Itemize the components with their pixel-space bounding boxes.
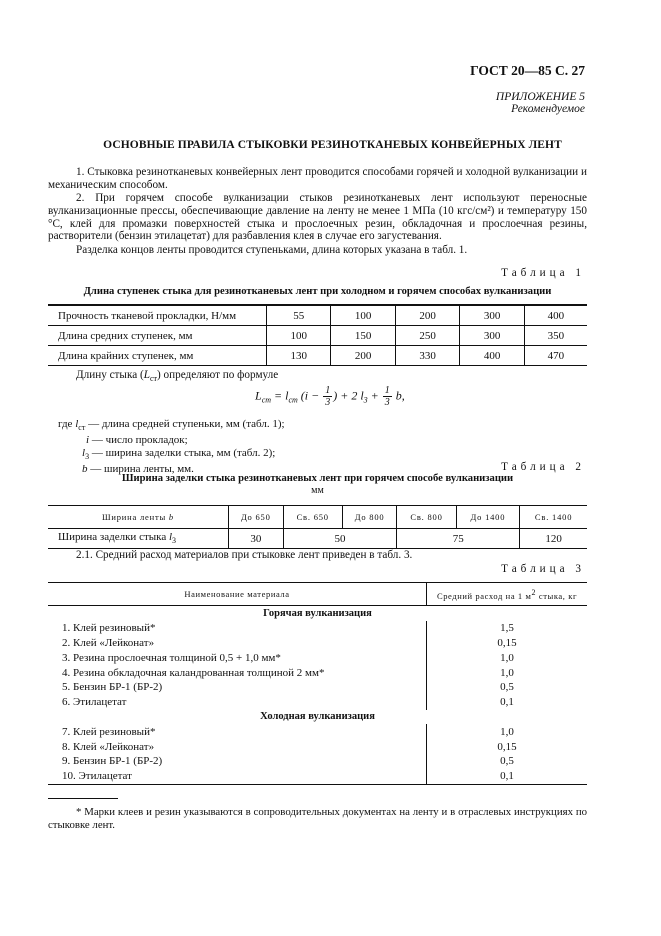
paragraph-2: 2. При горячем способе вулканизации стыков резинотканевых лент используют переносные вулканизационные прессы, обеспечивающие давление на ленту не менее 1 МПа (10 кгс/см²) и температуру 150 °С, клей для промазки поверхностей стыка и прослоечных резин, обкладочная и прослоечная резины, растворители (бензин этилацетат) для разбавления клея в случае его загустевания. xyxy=(48,192,587,243)
table-2 xyxy=(48,505,587,549)
table2-header-label xyxy=(48,506,229,529)
table3-row xyxy=(48,739,587,754)
formula-plus: + xyxy=(367,388,382,403)
formula-l: l xyxy=(285,388,289,403)
paragraph-1: 1. Стыковка резинотканевых конвейерных лент проводится способами горячей и холодной вулканизации и механическим способом. xyxy=(48,166,587,191)
table3-header-name: Наименование материала xyxy=(48,583,427,606)
table1-value-cell: 55 xyxy=(267,305,331,326)
page-header: ГОСТ 20—85 С. 27 xyxy=(470,63,585,78)
table1-value-cell: 200 xyxy=(395,305,459,326)
table1-value-cell: 130 xyxy=(267,346,331,366)
table2-row-label xyxy=(48,529,229,549)
table3-section-title: Горячая вулканизация xyxy=(263,607,372,619)
table2-header-label-text: Ширина ленты xyxy=(102,512,169,522)
formula-l-sub: ст xyxy=(288,395,298,405)
paragraph-3: Разделка концов ленты проводится ступеньками, длина которых указана в табл. 1. xyxy=(76,244,468,256)
table2-value-cell: 30 xyxy=(229,529,284,549)
formula-legend xyxy=(58,418,285,476)
paragraph-2-1: 2.1. Средний расход материалов при стыковке лент приведен в табл. 3. xyxy=(76,549,413,561)
table1-row-label: Длина средних ступенек, мм xyxy=(48,326,267,346)
table3-section-row xyxy=(48,710,587,725)
table3-section-title: Холодная вулканизация xyxy=(260,711,375,723)
formula-intro-sub: ст xyxy=(149,374,157,384)
table2-title: Ширина заделки стыка резинотканевых лент при горячем способе вулканизации xyxy=(121,473,514,484)
table3-material-name: 5. Бензин БР-1 (БР-2) xyxy=(62,681,163,694)
legend-line-1 xyxy=(58,418,285,434)
table1-value-cell: 150 xyxy=(331,326,395,346)
legend-text-1: — длина средней ступеньки, мм (табл. 1); xyxy=(85,418,285,430)
table3-section-row xyxy=(48,606,587,621)
table3-material-value: 0,1 xyxy=(427,695,588,710)
table2-value-cell: 120 xyxy=(520,529,587,549)
table3-row xyxy=(48,665,587,680)
table3-header-value-sup: 2 xyxy=(531,587,537,597)
table3-material-name: 1. Клей резиновый* xyxy=(62,622,156,635)
table3-material-name: 3. Резина прослоечная толщиной 0,5 + 1,0 мм* xyxy=(62,651,281,664)
formula-mid-sub: 3 xyxy=(363,395,368,405)
table2-header-cell: Св. 800 xyxy=(397,506,456,529)
formula xyxy=(255,385,405,419)
table1-value-cell: 100 xyxy=(267,326,331,346)
table-1 xyxy=(48,304,587,366)
table3-row xyxy=(48,769,587,784)
table2-header-var: b xyxy=(168,512,174,522)
fraction-1-den: 3 xyxy=(325,397,331,408)
table2-row-var: l xyxy=(168,531,173,544)
legend-text-3: — ширина заделки стыка, мм (табл. 2); xyxy=(89,446,276,459)
table3-material-name: 6. Этилацетат xyxy=(62,696,127,709)
table3-row xyxy=(48,724,587,739)
table2-header-cell: До 650 xyxy=(229,506,284,529)
table3-row xyxy=(48,650,587,665)
fraction-1 xyxy=(323,385,332,408)
legend-line-2 xyxy=(58,434,285,446)
table3-row xyxy=(48,754,587,769)
formula-intro-var: L xyxy=(143,369,150,381)
table3-material-value: 0,15 xyxy=(427,739,588,754)
legend-text-4: — ширина ленты, мм. xyxy=(87,463,194,476)
table3-caption: Таблица 3 xyxy=(501,563,585,575)
table1-title: Длина ступенек стыка для резинотканевых лент при холодном и горячем способах вулканизации xyxy=(83,286,552,297)
table1-value-cell: 200 xyxy=(331,346,395,366)
table3-row xyxy=(48,621,587,636)
table3-material-name: 10. Этилацетат xyxy=(62,770,132,783)
table1-value-cell: 250 xyxy=(395,326,459,346)
formula-lhs: L xyxy=(255,388,262,403)
legend-var-3: l xyxy=(82,446,86,459)
fraction-2 xyxy=(383,385,392,408)
table1-value-cell: 350 xyxy=(524,326,587,346)
table1-value-cell: 100 xyxy=(331,305,395,326)
table1-row xyxy=(48,346,587,366)
table1-value-cell: 300 xyxy=(460,305,524,326)
table3-material-value: 0,1 xyxy=(427,769,588,784)
formula-eq: = xyxy=(271,388,286,403)
table3-material-name: 8. Клей «Лейконат» xyxy=(62,740,155,753)
table3-material-name: 9. Бензин БР-1 (БР-2) xyxy=(62,755,163,768)
table3-row xyxy=(48,680,587,695)
formula-intro-text: Длину стыка ( xyxy=(76,369,144,381)
table2-value-cell: 75 xyxy=(397,529,520,549)
table3-material-value: 1,5 xyxy=(427,621,588,636)
legend-where: где xyxy=(58,418,76,430)
table1-row xyxy=(48,326,587,346)
table1-value-cell: 470 xyxy=(524,346,587,366)
legend-text-2: — число прокладок; xyxy=(89,434,188,447)
table3-material-value: 0,5 xyxy=(427,680,588,695)
table2-value-cell: 50 xyxy=(283,529,397,549)
table1-value-cell: 400 xyxy=(460,346,524,366)
table2-unit: мм xyxy=(311,485,324,496)
legend-sub-3: 3 xyxy=(85,451,90,461)
table2-row-sub: 3 xyxy=(172,536,177,546)
table1-row-label: Прочность тканевой прокладки, Н/мм xyxy=(58,309,237,322)
table2-header-row xyxy=(48,506,587,529)
footnote-rule xyxy=(48,798,118,799)
table2-header-cell: До 1400 xyxy=(456,506,520,529)
formula-intro-tail: ) определяют по формуле xyxy=(157,369,279,381)
formula-intro xyxy=(76,369,278,383)
document-title: ОСНОВНЫЕ ПРАВИЛА СТЫКОВКИ РЕЗИНОТКАНЕВЫХ КОНВЕЙЕРНЫХ ЛЕНТ xyxy=(103,139,562,151)
appendix-status: Рекомендуемое xyxy=(511,103,585,115)
formula-end: b, xyxy=(392,388,405,403)
table2-header-cell: До 800 xyxy=(342,506,397,529)
fraction-2-num: 1 xyxy=(384,385,390,396)
fraction-2-den: 3 xyxy=(384,397,390,408)
table2-header-cell: Св. 650 xyxy=(283,506,342,529)
fraction-1-num: 1 xyxy=(325,385,331,396)
table2-header-cell: Св. 1400 xyxy=(520,506,587,529)
table1-value-cell: 400 xyxy=(524,305,587,326)
appendix-number: ПРИЛОЖЕНИЕ 5 xyxy=(495,91,585,103)
table3-material-name: 4. Резина обкладочная каландрованная толщиной 2 мм* xyxy=(62,666,325,679)
appendix-label xyxy=(496,91,585,115)
table2-caption: Таблица 2 xyxy=(501,461,585,473)
legend-var-2: i xyxy=(86,434,90,447)
table3-material-value: 1,0 xyxy=(427,724,588,739)
formula-open: (i − xyxy=(297,388,323,403)
table3-row xyxy=(48,695,587,710)
formula-mid: ) + 2 l xyxy=(333,388,364,403)
footnote: * Марки клеев и резин указываются в сопроводительных документах на ленту и в отраслевых инструкциях по стыковке лент. xyxy=(48,806,587,831)
table3-material-value: 0,15 xyxy=(427,636,588,651)
table3-header-value-tail: стыка, кг xyxy=(536,590,578,601)
table3-material-value: 1,0 xyxy=(427,665,588,680)
table3-material-name: 7. Клей резиновый* xyxy=(62,725,156,738)
table1-caption: Таблица 1 xyxy=(501,267,585,279)
legend-var-1: l xyxy=(75,418,79,430)
table3-header-row xyxy=(48,583,587,606)
table3-header-value xyxy=(427,583,588,606)
table1-value-cell: 330 xyxy=(395,346,459,366)
table3-row xyxy=(48,636,587,651)
table1-value-cell: 300 xyxy=(460,326,524,346)
legend-line-3 xyxy=(58,447,285,463)
table3-material-name: 2. Клей «Лейконат» xyxy=(62,636,155,649)
legend-sub-1: ст xyxy=(78,423,86,433)
formula-lhs-sub: ст xyxy=(261,395,272,405)
table2-row-label-text: Ширина заделки стыка xyxy=(58,531,169,544)
table3-material-value: 1,0 xyxy=(427,650,588,665)
table1-row xyxy=(48,305,587,326)
table3-material-value: 0,5 xyxy=(427,754,588,769)
table1-row-label: Длина крайних ступенек, мм xyxy=(48,346,267,366)
table-3 xyxy=(48,582,587,785)
table2-body-row xyxy=(48,529,587,549)
legend-var-4: b xyxy=(82,463,88,476)
table3-header-value-text: Средний расход на 1 м xyxy=(436,590,532,601)
